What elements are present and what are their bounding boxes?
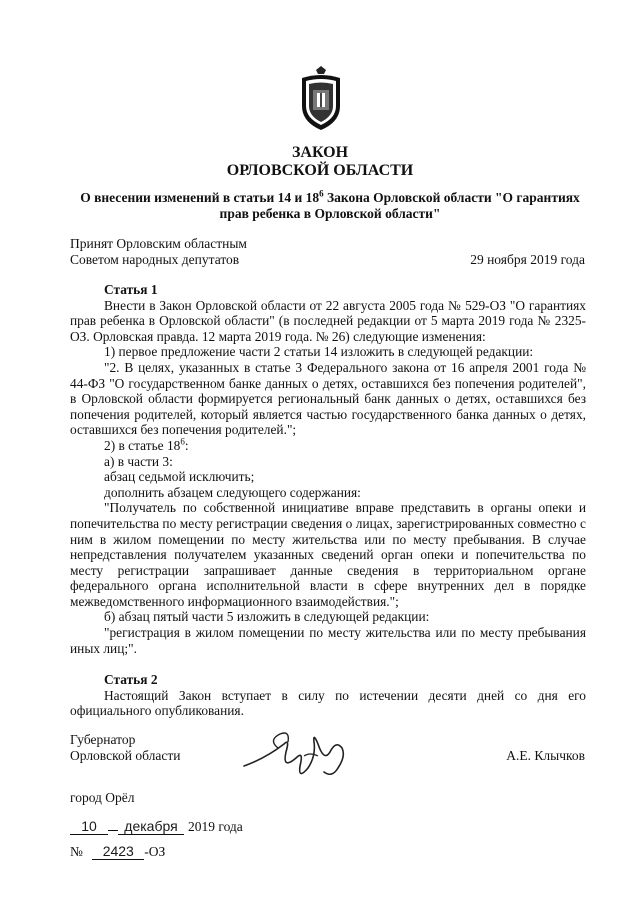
adoption-line-1: Принят Орловским областным — [70, 236, 247, 251]
article-1-item-2b: б) абзац пятый части 5 изложить в следующей редакции: — [104, 609, 430, 625]
article-1-intro: Внести в Закон Орловской области от 22 августа 2005 года № 529-ОЗ "О гарантиях прав ребенка в Орловской области" (в последней редакции от 5 марта 2019 года № 2325-ОЗ. Орловская правда. 12 марта 2019 года. № 26) следующие изменения: — [70, 297, 586, 344]
signing-city: город Орёл — [70, 790, 135, 805]
item-2-pre: 2) в статье 18 — [104, 437, 181, 453]
adoption-line-2: Советом народных депутатов — [70, 252, 240, 267]
date-separator-line — [108, 830, 118, 831]
oryol-coat-of-arms-icon — [298, 66, 344, 132]
handwritten-signature — [238, 722, 358, 786]
region-title: ОРЛОВСКОЙ ОБЛАСТИ — [226, 162, 414, 179]
article-2-text: Настоящий Закон вступает в силу по истечении десяти дней со дня его официального опубликования. — [70, 687, 586, 719]
signing-year: 2019 года — [188, 819, 243, 834]
governor-position — [70, 732, 180, 764]
governor-position-line-1: Губернатор — [70, 732, 136, 747]
law-title: ЗАКОН — [291, 144, 349, 161]
law-number — [70, 843, 165, 860]
article-1-item-1: 1) первое предложение части 2 статьи 14 изложить в следующей редакции: — [104, 344, 534, 360]
number-prefix: № — [70, 844, 83, 859]
article-2-heading: Статья 2 — [104, 672, 158, 688]
article-1-item-2a-2: дополнить абзацем следующего содержания: — [104, 484, 361, 500]
subject-text-post: Закона Орловской области "О гарантиях прав ребенка в Орловской области" — [219, 190, 580, 221]
number-suffix: -ОЗ — [144, 844, 166, 859]
number-value: 2423 — [92, 843, 144, 860]
adoption-date: 29 ноября 2019 года — [470, 252, 585, 267]
governor-position-line-2: Орловской области — [70, 748, 181, 763]
signing-month: декабря — [118, 818, 184, 835]
article-1-item-2a-1: абзац седьмой исключить; — [104, 469, 255, 485]
article-1-quote-1: "2. В целях, указанных в статье 3 Федерального закона от 16 апреля 2001 года № 44-ФЗ "О государственном банке данных о детях, оставшихся без попечения родителей", в Орловской области формируется региональный банк данных о детях, оставшихся без попечения родителей, который является частью государственного банка данных о детях, оставшихся без попечения родителей."; — [70, 359, 586, 438]
law-subject — [70, 190, 590, 222]
adoption-block — [70, 236, 247, 268]
signing-date — [70, 818, 243, 835]
subject-sup: 6 — [319, 188, 324, 199]
item-2-post: : — [184, 437, 189, 453]
article-1-item-2a: а) в части 3: — [104, 453, 173, 469]
spacer — [70, 656, 586, 672]
signing-day: 10 — [70, 818, 108, 835]
article-1-heading: Статья 1 — [104, 282, 158, 297]
article-1-quote-3: "регистрация в жилом помещении по месту жительства или по месту пребывания иных лиц;". — [70, 625, 586, 656]
governor-name: А.Е. Клычков — [506, 748, 585, 763]
article-1-quote-2: "Получатель по собственной инициативе вправе представить в органы опеки и попечительства по месту регистрации сведения о лицах, зарегистрированных совместно с ним в жилом помещении по месту жительства или по месту пребывания. В случае непредставления получателем указанных сведений орган опеки и попечительства по месту регистрации запрашивает данные сведения в территориальном органе федерального органа исполнительной власти в сфере внутренних дел в порядке межведомственного информационного взаимодействия."; — [70, 500, 586, 609]
article-1-item-2 — [70, 438, 586, 454]
item-2-sup: 6 — [180, 436, 185, 447]
subject-text-pre: О внесении изменений в статьи 14 и 18 — [80, 190, 320, 205]
law-body — [70, 282, 586, 719]
